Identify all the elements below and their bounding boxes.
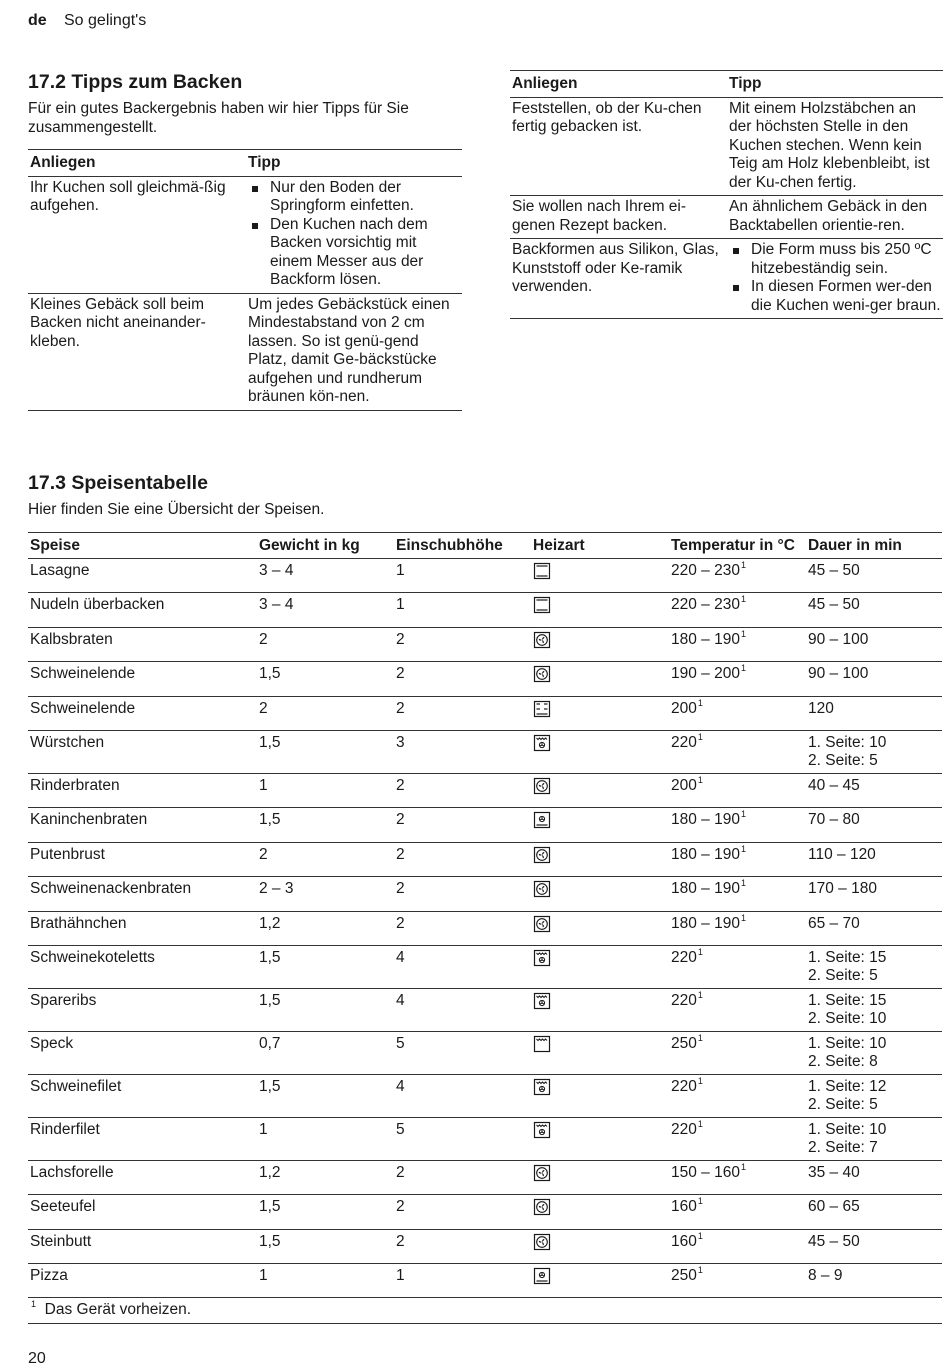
food-cell: Seeteufel (28, 1195, 257, 1229)
heat-cell (531, 842, 669, 876)
hot-air-icon (533, 665, 551, 683)
temp-value: 180 – 190 (671, 630, 740, 648)
duration-cell: 35 – 40 (806, 1160, 942, 1194)
duration-cell: 1. Seite: 10 2. Seite: 7 (806, 1117, 942, 1160)
tip-cell: Um jedes Gebäckstück einen Mindestabstand von 2 cm lassen. So ist genü-gend Platz, damit Ge-bäckstücke aufgehen und rundherum bräunen kön-nen. (246, 293, 462, 410)
table-row (510, 196, 943, 239)
table-row (28, 773, 942, 807)
duration-cell: 110 – 120 (806, 842, 942, 876)
temp-value: 160 (671, 1198, 697, 1216)
hot-air-icon (533, 631, 551, 649)
temp-value: 150 – 160 (671, 1163, 740, 1181)
temp-cell (669, 662, 806, 696)
bottom-fan-icon (533, 1267, 551, 1285)
language-code: de (28, 12, 47, 29)
temp-cell (669, 773, 806, 807)
table-row (510, 97, 943, 196)
hot-air-icon (533, 1233, 551, 1251)
footnote-ref: 1 (740, 912, 746, 923)
food-cell: Rinderbraten (28, 773, 257, 807)
duration-cell: 45 – 50 (806, 593, 942, 627)
table-row (28, 1264, 942, 1298)
footnote-ref: 1 (697, 1230, 703, 1241)
weight-cell: 2 (257, 842, 394, 876)
temp-cell (669, 1229, 806, 1263)
temp-value: 190 – 200 (671, 665, 740, 683)
heat-cell (531, 1195, 669, 1229)
temp-value: 250 (671, 1267, 697, 1285)
table-row (28, 176, 462, 293)
table-row (28, 808, 942, 842)
temp-cell (669, 877, 806, 911)
level-cell: 2 (394, 1229, 531, 1263)
duration-cell: 1. Seite: 10 2. Seite: 8 (806, 1031, 942, 1074)
weight-cell: 2 – 3 (257, 877, 394, 911)
weight-cell: 1,5 (257, 1229, 394, 1263)
level-cell: 1 (394, 559, 531, 593)
footnote-ref: 1 (697, 1032, 703, 1043)
weight-cell: 1,5 (257, 730, 394, 773)
footnote-ref: 1 (697, 1265, 703, 1276)
heat-cell (531, 1031, 669, 1074)
temp-cell (669, 559, 806, 593)
food-cell: Pizza (28, 1264, 257, 1298)
table-row (28, 1117, 942, 1160)
heat-cell (531, 945, 669, 988)
level-cell: 2 (394, 808, 531, 842)
food-cell: Putenbrust (28, 842, 257, 876)
footnote-ref: 1 (697, 697, 703, 708)
weight-cell: 1,5 (257, 945, 394, 988)
tips-intro: Für ein gutes Backergebnis haben wir hier Tipps für Sie zusammengestellt. (28, 100, 409, 136)
footnote-ref: 1 (697, 989, 703, 1000)
temp-value: 220 (671, 1120, 697, 1138)
circulated-grill-icon (533, 1078, 551, 1096)
list-item: Die Form muss bis 250 ºC hitzebeständig sein. (729, 241, 941, 278)
level-cell: 2 (394, 1160, 531, 1194)
heat-cell (531, 662, 669, 696)
table-row (28, 1074, 942, 1117)
food-table (28, 532, 942, 1325)
duration-cell: 90 – 100 (806, 627, 942, 661)
level-cell: 4 (394, 1074, 531, 1117)
temp-value: 250 (671, 1034, 697, 1052)
table-row (28, 1229, 942, 1263)
food-cell: Speck (28, 1031, 257, 1074)
food-cell: Lachsforelle (28, 1160, 257, 1194)
level-cell: 5 (394, 1031, 531, 1074)
heat-cell (531, 1264, 669, 1298)
table-row (28, 988, 942, 1031)
table-row (28, 1031, 942, 1074)
food-title: 17.3 Speisentabelle (28, 472, 208, 494)
food-intro: Hier finden Sie eine Übersicht der Speisen. (28, 501, 325, 518)
level-cell: 2 (394, 911, 531, 945)
duration-cell: 65 – 70 (806, 911, 942, 945)
level-cell: 2 (394, 696, 531, 730)
tips-section (28, 70, 462, 411)
tip-cell: Mit einem Holzstäbchen an der höchsten Stelle in den Kuchen stechen. Wenn kein Teig am Holz klebenbleibt, ist der Ku-chen fertig. (727, 97, 943, 196)
level-cell: 2 (394, 1195, 531, 1229)
col-header-tip: Tipp (246, 150, 462, 177)
food-cell: Brathähnchen (28, 911, 257, 945)
footnote-ref: 1 (697, 1196, 703, 1207)
duration-cell: 1. Seite: 15 2. Seite: 5 (806, 945, 942, 988)
duration-cell: 8 – 9 (806, 1264, 942, 1298)
temp-value: 220 (671, 733, 697, 751)
temp-value: 200 (671, 699, 697, 717)
level-cell: 5 (394, 1117, 531, 1160)
issue-cell: Feststellen, ob der Ku-chen fertig gebacken ist. (510, 97, 727, 196)
col-header-issue: Anliegen (510, 71, 727, 98)
temp-cell (669, 945, 806, 988)
food-cell: Kalbsbraten (28, 627, 257, 661)
table-row (28, 877, 942, 911)
duration-cell: 70 – 80 (806, 808, 942, 842)
tip-cell: An ähnlichem Gebäck in den Backtabellen orientie-ren. (727, 196, 943, 239)
table-row (510, 239, 943, 319)
temp-cell (669, 988, 806, 1031)
table-row (28, 696, 942, 730)
weight-cell: 1 (257, 1264, 394, 1298)
food-cell: Schweinekoteletts (28, 945, 257, 988)
table-row (28, 1195, 942, 1229)
level-cell: 1 (394, 1264, 531, 1298)
temp-cell (669, 1074, 806, 1117)
duration-cell: 170 – 180 (806, 877, 942, 911)
heat-cell (531, 559, 669, 593)
footnote-ref: 1 (740, 663, 746, 674)
footnote-ref: 1 (697, 1075, 703, 1086)
temp-value: 160 (671, 1232, 697, 1250)
list-item: Nur den Boden der Springform einfetten. (248, 179, 460, 216)
issue-cell: Backformen aus Silikon, Glas, Kunststoff oder Ke-ramik verwenden. (510, 239, 727, 319)
col-header-food: Speise (28, 532, 257, 559)
duration-cell: 1. Seite: 15 2. Seite: 10 (806, 988, 942, 1031)
heat-cell (531, 877, 669, 911)
level-cell: 1 (394, 593, 531, 627)
eco-heat-icon (533, 700, 551, 718)
tips-table-left (28, 149, 462, 411)
footnote-ref: 1 (740, 843, 746, 854)
weight-cell: 2 (257, 696, 394, 730)
tips-table-right (510, 70, 943, 319)
food-cell: Schweinelende (28, 662, 257, 696)
running-header: So gelingt's (64, 12, 147, 29)
temp-cell (669, 808, 806, 842)
top-bottom-heat-icon (533, 596, 551, 614)
heat-cell (531, 1117, 669, 1160)
temp-value: 180 – 190 (671, 811, 740, 829)
temp-cell (669, 1264, 806, 1298)
heat-cell (531, 911, 669, 945)
weight-cell: 3 – 4 (257, 559, 394, 593)
temp-cell (669, 842, 806, 876)
heat-cell (531, 1229, 669, 1263)
footnote-ref: 1 (697, 1118, 703, 1129)
temp-cell (669, 730, 806, 773)
food-cell: Spareribs (28, 988, 257, 1031)
duration-cell: 120 (806, 696, 942, 730)
table-row (28, 559, 942, 593)
weight-cell: 3 – 4 (257, 593, 394, 627)
temp-cell (669, 911, 806, 945)
level-cell: 2 (394, 662, 531, 696)
temp-value: 220 (671, 991, 697, 1009)
col-header-tip: Tipp (727, 71, 943, 98)
weight-cell: 1,2 (257, 1160, 394, 1194)
temp-value: 220 (671, 1077, 697, 1095)
temp-cell (669, 696, 806, 730)
food-cell: Schweinelende (28, 696, 257, 730)
weight-cell: 1,5 (257, 1074, 394, 1117)
footnote-ref: 1 (740, 1161, 746, 1172)
food-cell: Lasagne (28, 559, 257, 593)
grill-icon (533, 1035, 551, 1053)
tips-section-right (510, 70, 943, 319)
table-row (28, 662, 942, 696)
duration-cell: 45 – 50 (806, 559, 942, 593)
temp-value: 180 – 190 (671, 845, 740, 863)
level-cell: 4 (394, 988, 531, 1031)
hot-air-icon (533, 1198, 551, 1216)
weight-cell: 1,2 (257, 911, 394, 945)
temp-value: 180 – 190 (671, 914, 740, 932)
footnote-ref: 1 (697, 946, 703, 957)
weight-cell: 1 (257, 1117, 394, 1160)
hot-air-icon (533, 846, 551, 864)
tip-cell (246, 176, 462, 293)
footnote-ref: 1 (740, 809, 746, 820)
temp-value: 220 – 230 (671, 596, 740, 614)
food-cell: Würstchen (28, 730, 257, 773)
hot-air-icon (533, 880, 551, 898)
table-row (28, 911, 942, 945)
table-row (28, 293, 462, 410)
table-row (28, 945, 942, 988)
tips-title: 17.2 Tipps zum Backen (28, 71, 243, 93)
weight-cell: 1 (257, 773, 394, 807)
issue-cell: Kleines Gebäck soll beim Backen nicht aneinander-kleben. (28, 293, 246, 410)
temp-value: 180 – 190 (671, 880, 740, 898)
food-cell: Nudeln überbacken (28, 593, 257, 627)
temp-cell (669, 627, 806, 661)
issue-cell: Ihr Kuchen soll gleichmä-ßig aufgehen. (28, 176, 246, 293)
temp-cell (669, 1195, 806, 1229)
circulated-grill-icon (533, 992, 551, 1010)
weight-cell: 1,5 (257, 1195, 394, 1229)
footnote-ref: 1 (740, 560, 746, 570)
food-cell: Steinbutt (28, 1229, 257, 1263)
table-row (28, 1160, 942, 1194)
hot-air-icon (533, 777, 551, 795)
heat-cell (531, 696, 669, 730)
footnote (28, 1298, 942, 1324)
weight-cell: 2 (257, 627, 394, 661)
temp-cell (669, 1031, 806, 1074)
col-header-duration: Dauer in min (806, 532, 942, 559)
footnote-text: Das Gerät vorheizen. (44, 1301, 192, 1319)
level-cell: 2 (394, 877, 531, 911)
level-cell: 4 (394, 945, 531, 988)
footnote-ref: 1 (740, 628, 746, 639)
table-row (28, 730, 942, 773)
issue-cell: Sie wollen nach Ihrem ei-genen Rezept backen. (510, 196, 727, 239)
level-cell: 2 (394, 627, 531, 661)
col-header-heat: Heizart (531, 532, 669, 559)
top-bottom-heat-icon (533, 562, 551, 580)
page-number: 20 (28, 1350, 46, 1367)
temp-cell (669, 1117, 806, 1160)
weight-cell: 1,5 (257, 988, 394, 1031)
duration-cell: 45 – 50 (806, 1229, 942, 1263)
table-row (28, 593, 942, 627)
weight-cell: 0,7 (257, 1031, 394, 1074)
food-section (28, 471, 942, 1324)
col-header-level: Einschubhöhe (394, 532, 531, 559)
food-cell: Rinderfilet (28, 1117, 257, 1160)
level-cell: 3 (394, 730, 531, 773)
table-row (28, 842, 942, 876)
tip-cell (727, 239, 943, 319)
col-header-temp: Temperatur in °C (669, 532, 806, 559)
circulated-grill-icon (533, 734, 551, 752)
heat-cell (531, 627, 669, 661)
food-cell: Schweinefilet (28, 1074, 257, 1117)
footnote-ref: 1 (740, 594, 746, 605)
circulated-grill-icon (533, 949, 551, 967)
weight-cell: 1,5 (257, 808, 394, 842)
heat-cell (531, 1160, 669, 1194)
temp-value: 200 (671, 776, 697, 794)
col-header-weight: Gewicht in kg (257, 532, 394, 559)
temp-cell (669, 1160, 806, 1194)
heat-cell (531, 988, 669, 1031)
duration-cell: 1. Seite: 12 2. Seite: 5 (806, 1074, 942, 1117)
duration-cell: 60 – 65 (806, 1195, 942, 1229)
weight-cell: 1,5 (257, 662, 394, 696)
footnote-ref: 1 (697, 731, 703, 742)
food-cell: Schweinenackenbraten (28, 877, 257, 911)
duration-cell: 90 – 100 (806, 662, 942, 696)
food-cell: Kaninchenbraten (28, 808, 257, 842)
duration-cell: 40 – 45 (806, 773, 942, 807)
heat-cell (531, 773, 669, 807)
bottom-fan-icon (533, 811, 551, 829)
footnote-ref: 1 (740, 878, 746, 889)
hot-air-icon (533, 1164, 551, 1182)
duration-cell: 1. Seite: 10 2. Seite: 5 (806, 730, 942, 773)
temp-cell (669, 593, 806, 627)
footnote-mark: 1 (31, 1299, 37, 1310)
level-cell: 2 (394, 842, 531, 876)
heat-cell (531, 1074, 669, 1117)
col-header-issue: Anliegen (28, 150, 246, 177)
temp-value: 220 – 230 (671, 562, 740, 579)
list-item: Den Kuchen nach dem Backen vorsichtig mit einem Messer aus der Backform lösen. (248, 216, 460, 290)
list-item: In diesen Formen wer-den die Kuchen weni-ger braun. (729, 278, 941, 315)
heat-cell (531, 730, 669, 773)
footnote-ref: 1 (697, 774, 703, 785)
heat-cell (531, 808, 669, 842)
heat-cell (531, 593, 669, 627)
circulated-grill-icon (533, 1121, 551, 1139)
level-cell: 2 (394, 773, 531, 807)
table-row (28, 627, 942, 661)
temp-value: 220 (671, 948, 697, 966)
hot-air-icon (533, 915, 551, 933)
